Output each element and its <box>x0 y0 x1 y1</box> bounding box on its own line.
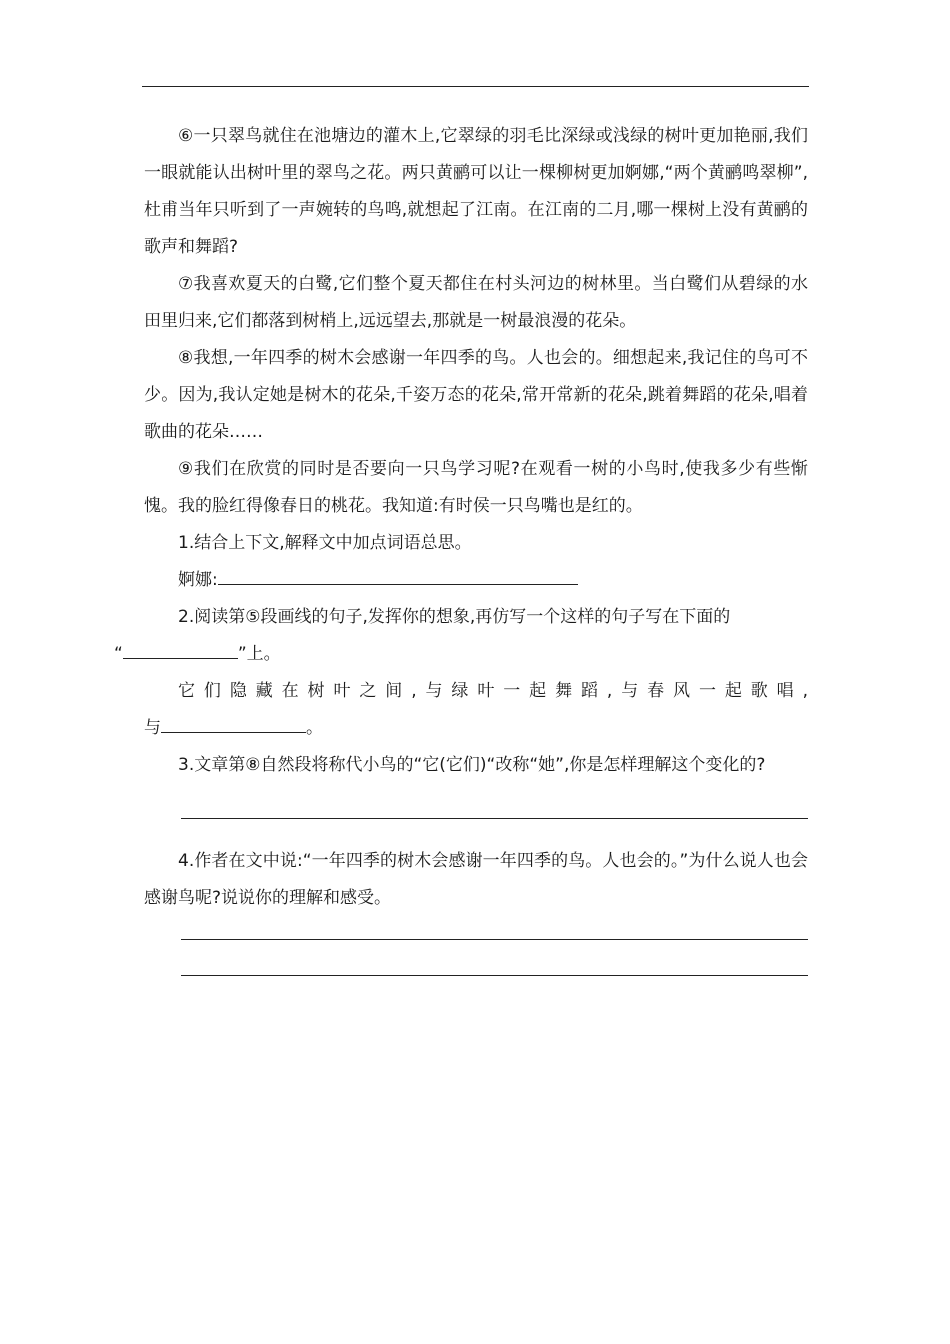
question-2-model-sentence: 它们隐藏在树叶之间,与绿叶一起舞蹈,与春风一起歌唱, <box>178 681 808 701</box>
question-4: 4.作者在文中说:“一年四季的树木会感谢一年四季的鸟。人也会的。”为什么说人也会感谢鸟呢?说说你的理解和感受。 <box>144 851 808 908</box>
paragraph-8: ⑧我想,一年四季的树木会感谢一年四季的鸟。人也会的。细想起来,我记住的鸟可不少。因为,我认定她是树木的花朵,千姿万态的花朵,常开常新的花朵,跳着舞蹈的花朵,唱着歌曲的花朵…… <box>144 348 808 442</box>
document-body <box>114 118 808 976</box>
question-1-answer-blank[interactable] <box>218 564 578 585</box>
question-4-answer-area <box>144 917 808 976</box>
question-2-text: 2.阅读第⑤段画线的句子,发挥你的想象,再仿写一个这样的句子写在下面的 <box>178 607 731 627</box>
question-2-quote-blank[interactable] <box>123 638 238 659</box>
question-2-open-quote: “ <box>114 644 123 664</box>
question-4-answer-line-2[interactable] <box>181 975 808 976</box>
question-2-tail-suffix: 。 <box>306 718 323 738</box>
question-2-tail-prefix: 与 <box>144 718 161 738</box>
question-3: 3.文章第⑧自然段将称代小鸟的“它(它们)“改称“她”,你是怎样理解这个变化的? <box>178 755 766 775</box>
question-3-answer-area <box>144 784 808 843</box>
question-1: 1.结合上下文,解释文中加点词语总思。 <box>178 533 472 553</box>
question-3-answer-line[interactable] <box>181 818 808 819</box>
question-2-close-text: ”上。 <box>237 644 281 664</box>
question-2 <box>114 599 808 673</box>
question-1-answer-row <box>144 562 808 599</box>
header-rule <box>142 86 809 87</box>
question-2-answer-row <box>144 710 808 747</box>
paragraph-6: ⑥一只翠鸟就住在池塘边的灌木上,它翠绿的羽毛比深绿或浅绿的树叶更加艳丽,我们一眼就能认出树叶里的翠鸟之花。两只黄鹂可以让一棵柳树更加婀娜,“两个黄鹂鸣翠柳”,杜甫当年只听到了一声婉转的鸟鸣,就想起了江南。在江南的二月,哪一棵树上没有黄鹂的歌声和舞蹈? <box>144 126 808 257</box>
paragraph-7: ⑦我喜欢夏天的白鹭,它们整个夏天都住在村头河边的树林里。当白鹭们从碧绿的水田里归来,它们都落到树梢上,远远望去,那就是一树最浪漫的花朵。 <box>144 274 808 331</box>
question-1-label: 婀娜: <box>178 570 218 590</box>
paragraph-9: ⑨我们在欣赏的同时是否要向一只鸟学习呢?在观看一树的小鸟时,使我多少有些惭愧。我的脸红得像春日的桃花。我知道:有时侯一只鸟嘴也是红的。 <box>144 459 808 516</box>
question-2-answer-blank[interactable] <box>161 712 306 733</box>
